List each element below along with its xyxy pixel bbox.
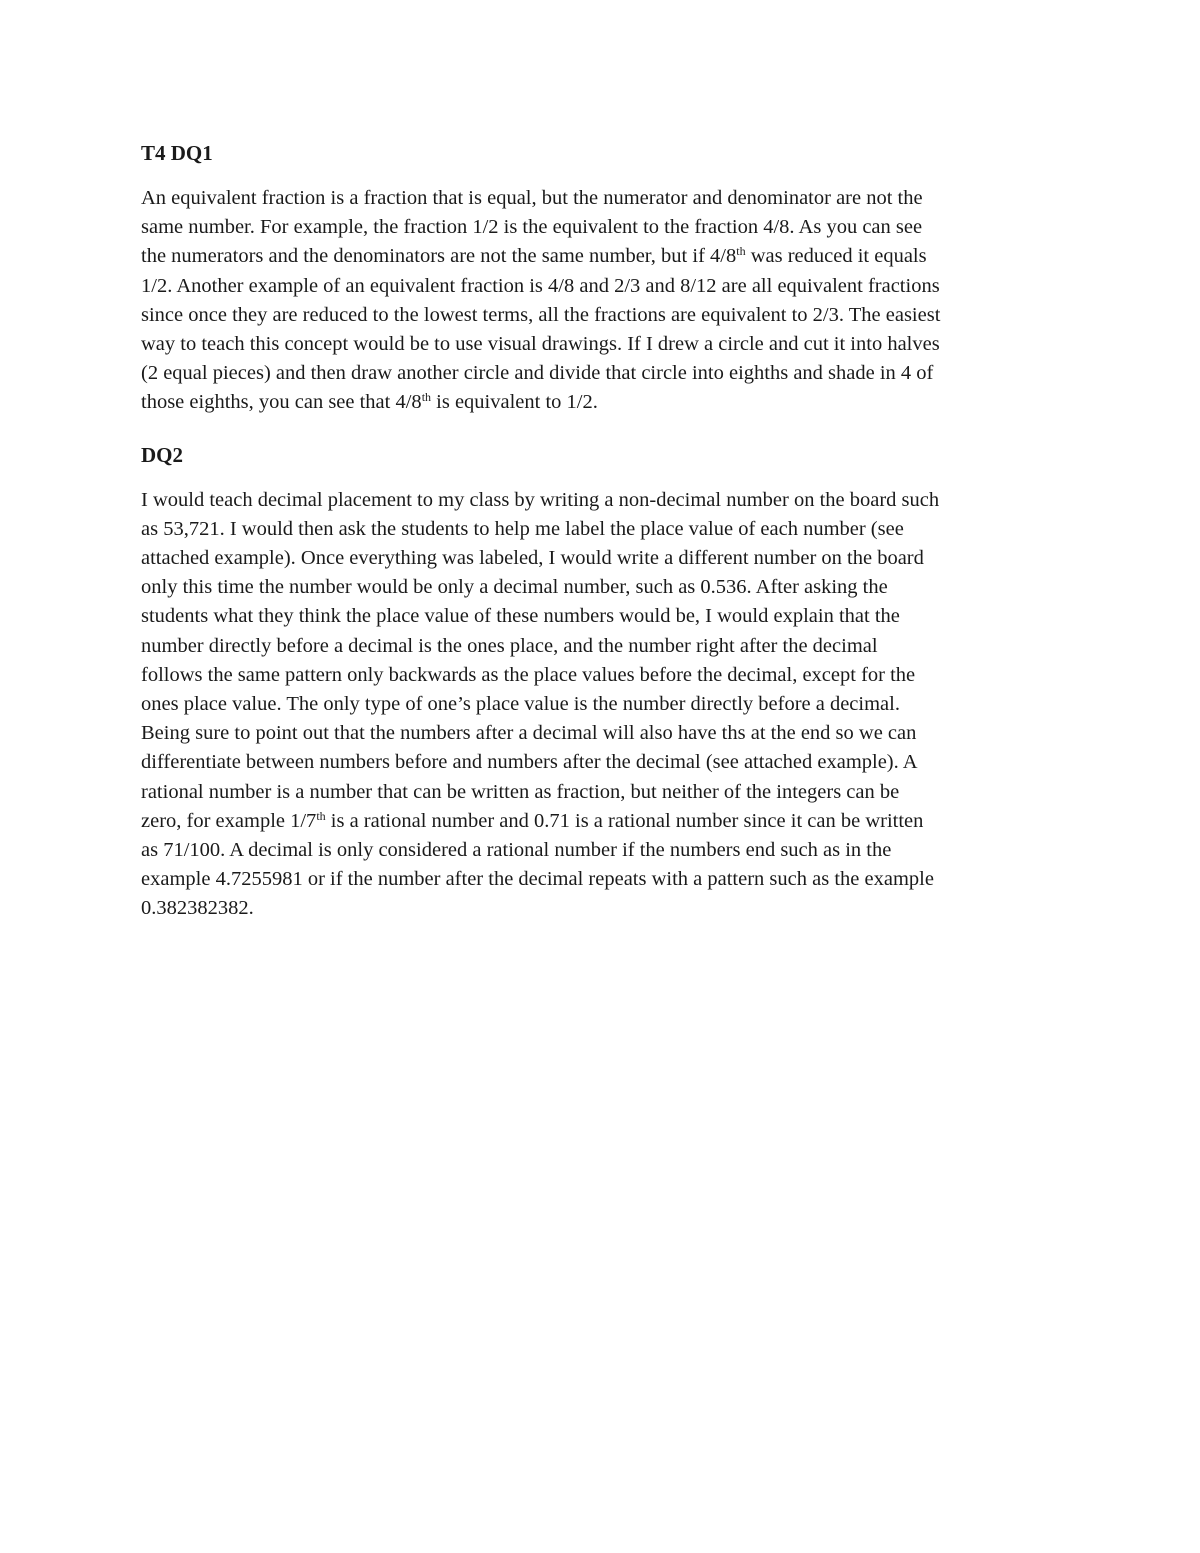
text-line: rational number is a number that can be written as fraction, but neither of the integers can be	[141, 780, 900, 803]
text-line: 0.382382382.	[141, 897, 254, 920]
text-line: only this time the number would be only a decimal number, such as 0.536. After asking the	[141, 576, 888, 599]
superscript: th	[736, 244, 746, 259]
text-line: same number. For example, the fraction 1/2 is the equivalent to the fraction 4/8. As you can see	[141, 216, 923, 239]
text-line: (2 equal pieces) and then draw another circle and divide that circle into eighths and shade in 4 of	[141, 362, 934, 385]
text-line: differentiate between numbers before and numbers after the decimal (see attached example). A	[141, 751, 918, 774]
document-body	[141, 138, 1066, 924]
heading-dq1: T4 DQ1	[141, 141, 213, 165]
superscript: th	[316, 808, 326, 823]
heading-dq2: DQ2	[141, 442, 183, 467]
text-span: was reduced it equals	[745, 245, 927, 268]
text-line	[141, 388, 1066, 417]
text-line: I would teach decimal placement to my class by writing a non-decimal number on the board such	[141, 488, 940, 511]
text-line: Being sure to point out that the numbers after a decimal will also have ths at the end so we can	[141, 722, 917, 745]
text-line	[141, 807, 1066, 836]
text-line: 1/2. Another example of an equivalent fraction is 4/8 and 2/3 and 8/12 are all equivalent fractions	[141, 274, 940, 297]
paragraph-dq1	[141, 184, 1066, 418]
text-span: is equivalent to 1/2.	[431, 391, 598, 414]
text-span: those eighths, you can see that 4/8	[141, 391, 422, 414]
text-line: follows the same pattern only backwards as the place values before the decimal, except for the	[141, 663, 916, 686]
text-line: as 71/100. A decimal is only considered a rational number if the numbers end such as in the	[141, 839, 892, 862]
text-line: number directly before a decimal is the ones place, and the number right after the decimal	[141, 634, 878, 657]
text-line: way to teach this concept would be to use visual drawings. If I drew a circle and cut it into halves	[141, 333, 940, 356]
text-span: is a rational number and 0.71 is a rational number since it can be written	[325, 809, 924, 832]
superscript: th	[421, 390, 432, 405]
text-line: students what they think the place value of these numbers would be, I would explain that the	[141, 605, 900, 628]
text-line: since once they are reduced to the lowest terms, all the fractions are equivalent to 2/3. The easiest	[141, 303, 941, 326]
text-line	[141, 242, 1066, 271]
paragraph-dq2	[141, 486, 1066, 924]
text-line: as 53,721. I would then ask the students to help me label the place value of each number (see	[141, 517, 904, 540]
text-line: attached example). Once everything was labeled, I would write a different number on the board	[141, 547, 924, 570]
text-span: the numerators and the denominators are not the same number, but if 4/8	[141, 245, 737, 268]
text-line: example 4.7255981 or if the number after the decimal repeats with a pattern such as the example	[141, 868, 934, 891]
text-span: zero, for example 1/7	[141, 809, 317, 832]
text-line: ones place value. The only type of one’s place value is the number directly before a decimal.	[141, 693, 900, 716]
text-line: An equivalent fraction is a fraction that is equal, but the numerator and denominator are not the	[141, 187, 923, 209]
